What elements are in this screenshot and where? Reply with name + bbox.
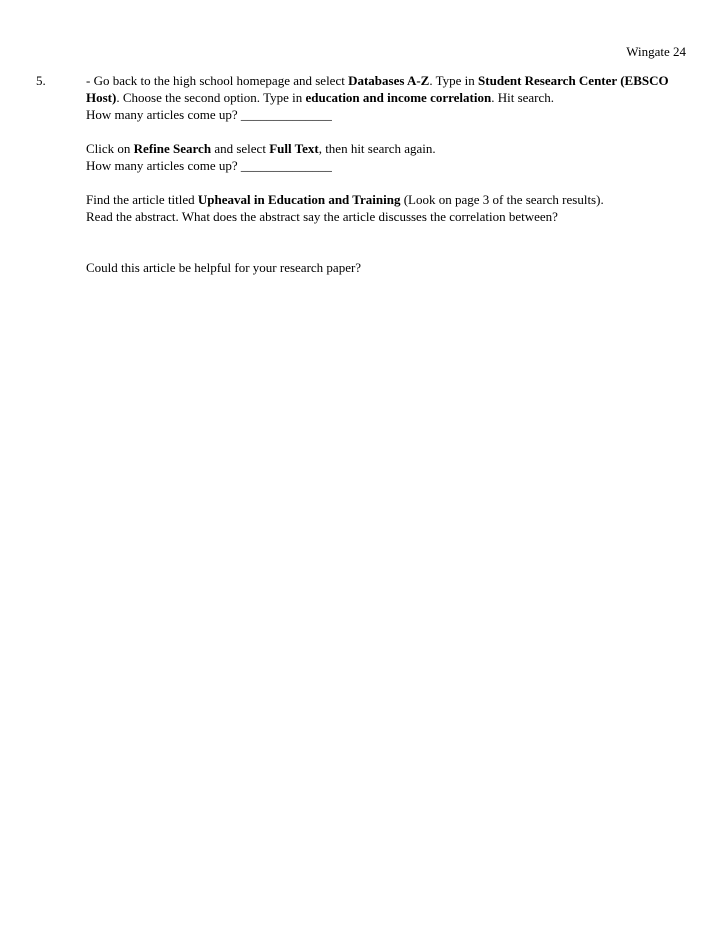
question-number: 5.: [36, 73, 46, 88]
instruction-paragraph-3: [86, 191, 686, 225]
page-label: Wingate 24: [626, 44, 686, 59]
question-body: [86, 72, 686, 276]
question-abstract: Read the abstract. What does the abstract say the article discusses the correlation between?: [86, 209, 558, 224]
instruction-paragraph-1: [86, 72, 686, 123]
instruction-text: Find the article titled: [86, 192, 198, 207]
instruction-text: (Look on page 3 of the search results).: [400, 192, 604, 207]
question-articles-count-2: How many articles come up? ______________: [86, 158, 332, 173]
instruction-text: Click on: [86, 141, 134, 156]
instruction-text: , then hit search again.: [318, 141, 436, 156]
article-title-term: Upheaval in Education and Training: [197, 192, 401, 207]
refine-search-term: Refine Search: [133, 141, 212, 156]
question-articles-count-1: How many articles come up? ______________: [86, 107, 332, 122]
instruction-text: . Hit search.: [491, 90, 555, 105]
instruction-text: . Choose the second option. Type in: [116, 90, 306, 105]
full-text-term: Full Text: [269, 141, 319, 156]
instruction-paragraph-2: [86, 140, 686, 174]
database-name-term: Student Research Center (EBSCO Host): [86, 73, 669, 105]
search-query-term: education and income correlation: [305, 90, 492, 105]
question-helpful: Could this article be helpful for your research paper?: [86, 260, 362, 275]
page-header: [626, 43, 686, 60]
instruction-text: and select: [211, 141, 270, 156]
databases-term: Databases A-Z: [348, 73, 430, 88]
instruction-text: - Go back to the high school homepage and select: [86, 73, 349, 88]
instruction-paragraph-4: [86, 259, 686, 276]
instruction-text: . Type in: [429, 73, 479, 88]
